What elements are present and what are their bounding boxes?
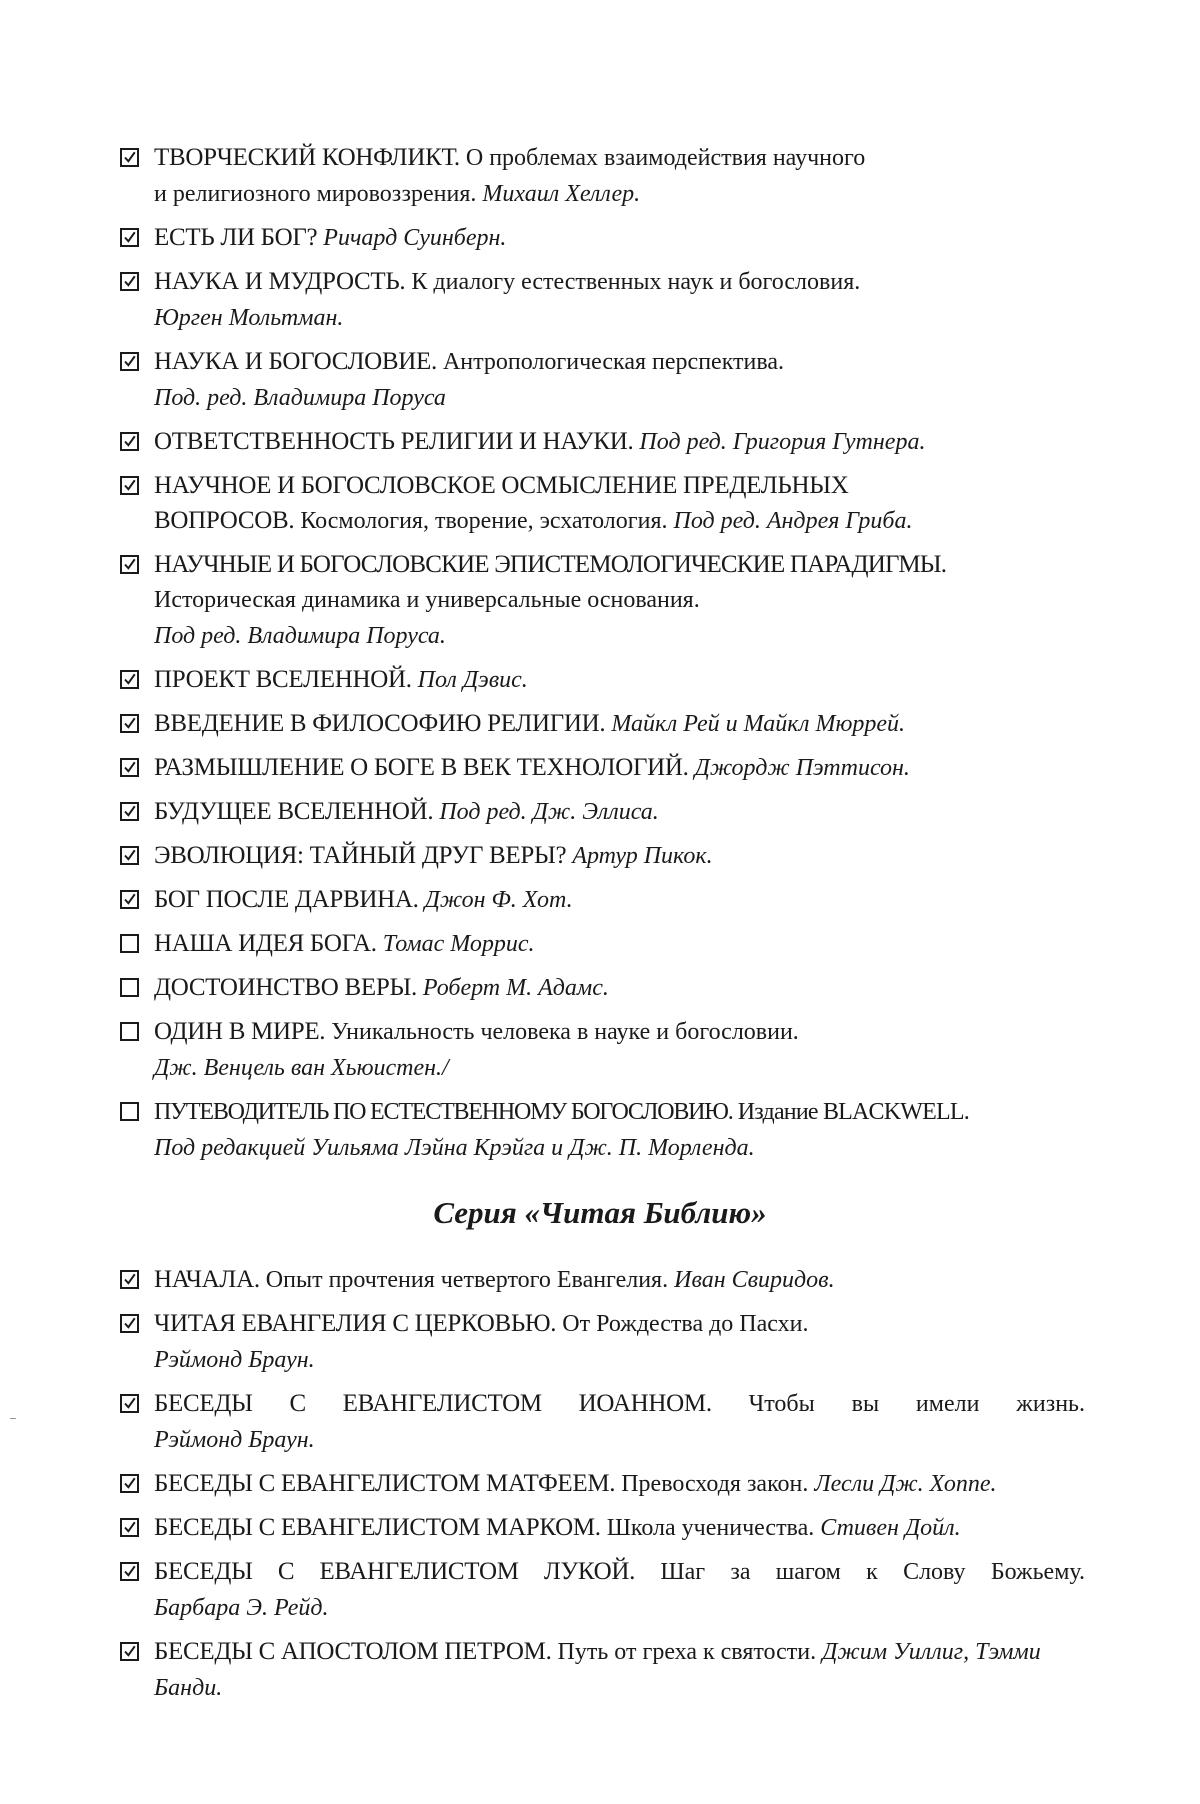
book-list-philosophy — [120, 140, 1085, 1174]
book-subtitle: О проблемах взаимодействия научного — [459, 145, 866, 171]
book-author: Майкл Рей и Майкл Мюррей. — [605, 711, 906, 737]
checkbox-checked-icon[interactable] — [120, 758, 139, 777]
book-author: Под ред. Андрея Гриба. — [667, 508, 913, 534]
book-author: Роберт М. Адамс. — [416, 975, 609, 1001]
list-item — [120, 1386, 1085, 1458]
book-title: БЕСЕДЫ С АПОСТОЛОМ ПЕТРОМ. — [154, 1638, 552, 1665]
book-author: Рэймонд Браун. — [154, 1427, 315, 1453]
book-title: ЭВОЛЮЦИЯ: ТАЙНЫЙ ДРУГ ВЕРЫ? — [154, 842, 567, 869]
book-title: РАЗМЫШЛЕНИЕ О БОГЕ В ВЕК ТЕХНОЛОГИЙ. — [154, 754, 689, 781]
book-title: БЕСЕДЫ С ЕВАНГЕЛИСТОМ ЛУКОЙ. — [154, 1558, 636, 1585]
book-author: Джордж Пэттисон. — [688, 755, 910, 781]
checkbox-empty-icon[interactable] — [120, 1102, 139, 1121]
checkbox-checked-icon[interactable] — [120, 1314, 139, 1333]
book-title: ОТВЕТСТВЕННОСТЬ РЕЛИГИИ И НАУКИ. — [154, 428, 634, 455]
book-title: БУДУЩЕЕ ВСЕЛЕННОЙ. — [154, 798, 434, 825]
book-author: Михаил Хеллер. — [476, 181, 641, 207]
book-subtitle: Превосходя закон. — [615, 1471, 809, 1497]
book-author: Барбара Э. Рейд. — [154, 1595, 329, 1621]
book-subtitle: Космология, творение, эсхатология. — [294, 508, 668, 534]
list-item — [120, 1634, 1085, 1706]
checkbox-checked-icon[interactable] — [120, 1642, 139, 1661]
book-title: НАУКА И БОГОСЛОВИЕ. — [154, 348, 437, 375]
book-title: НАУКА И МУДРОСТЬ. — [154, 268, 406, 295]
checkbox-checked-icon[interactable] — [120, 148, 139, 167]
book-subtitle: Шаг за шагом к Слову Божьему. — [635, 1559, 1085, 1585]
book-title: ЧИТАЯ ЕВАНГЕЛИЯ С ЦЕРКОВЬЮ. — [154, 1310, 557, 1337]
list-item — [120, 706, 1085, 742]
book-title: НАУЧНОЕ И БОГОСЛОВСКОЕ ОСМЫСЛЕНИЕ ПРЕДЕЛЬНЫХ — [154, 472, 849, 499]
book-title: НАША ИДЕЯ БОГА. — [154, 930, 377, 957]
book-title: ТВОРЧЕСКИЙ КОНФЛИКТ. — [154, 144, 460, 171]
book-title: БЕСЕДЫ С ЕВАНГЕЛИСТОМ МАТФЕЕМ. — [154, 1470, 616, 1497]
book-author: Ричард Суинберн. — [317, 225, 507, 251]
book-title: ОДИН В МИРЕ. — [154, 1018, 326, 1045]
list-item — [120, 344, 1085, 416]
book-title: ПУТЕВОДИТЕЛЬ ПО ЕСТЕСТВЕННОМУ БОГОСЛОВИЮ. — [154, 1099, 733, 1125]
series-heading: Серия «Читая Библию» — [433, 1195, 767, 1230]
checkbox-checked-icon[interactable] — [120, 1562, 139, 1581]
book-subtitle: Путь от греха к святости. — [551, 1639, 817, 1665]
list-item — [120, 1094, 1085, 1166]
book-author: Пол Дэвис. — [411, 667, 528, 693]
book-title: НАУЧНЫЕ И БОГОСЛОВСКИЕ ЭПИСТЕМОЛОГИЧЕСКИЕ ПАРАДИГМЫ. — [154, 551, 947, 578]
book-subtitle: Опыт прочтения четвертого Евангелия. — [259, 1267, 669, 1293]
book-author: Стивен Дойл. — [814, 1515, 961, 1541]
book-title-cont: ВОПРОСОВ. — [154, 507, 295, 534]
book-author: Рэймонд Браун. — [154, 1347, 315, 1373]
checkbox-empty-icon[interactable] — [120, 934, 139, 953]
list-item — [120, 882, 1085, 918]
list-item — [120, 1466, 1085, 1502]
list-item — [120, 794, 1085, 830]
list-item — [120, 547, 1085, 654]
book-title: ДОСТОИНСТВО ВЕРЫ. — [154, 974, 417, 1001]
checkbox-checked-icon[interactable] — [120, 352, 139, 371]
list-item — [120, 140, 1085, 212]
book-subtitle: К диалогу естественных наук и богословия. — [405, 269, 861, 295]
list-item — [120, 1306, 1085, 1378]
checkbox-checked-icon[interactable] — [120, 1394, 139, 1413]
list-item — [120, 220, 1085, 256]
list-item — [120, 750, 1085, 786]
book-author: Джим Уиллиг, Тэмми Банди. — [154, 1639, 1041, 1701]
list-item — [120, 264, 1085, 336]
checkbox-checked-icon[interactable] — [120, 890, 139, 909]
checkbox-checked-icon[interactable] — [120, 432, 139, 451]
list-item — [120, 1262, 1085, 1298]
list-item — [120, 662, 1085, 698]
book-subtitle: Школа ученичества. — [600, 1515, 815, 1541]
checkbox-checked-icon[interactable] — [120, 476, 139, 495]
list-item — [120, 1554, 1085, 1626]
book-author: Под. ред. Владимира Поруса — [154, 385, 446, 411]
book-subtitle: Чтобы вы имели жизнь. — [711, 1391, 1085, 1417]
list-item — [120, 926, 1085, 962]
book-title: БЕСЕДЫ С ЕВАНГЕЛИСТОМ МАРКОМ. — [154, 1514, 601, 1541]
book-author: Под ред. Владимира Поруса. — [154, 623, 446, 649]
book-author: Дж. Венцель ван Хьюистен./ — [154, 1055, 449, 1081]
book-author: Под ред. Дж. Эллиса. — [433, 799, 659, 825]
checkbox-checked-icon[interactable] — [120, 555, 139, 574]
checkbox-checked-icon[interactable] — [120, 1518, 139, 1537]
book-subtitle: Издание BLACKWELL. — [732, 1099, 969, 1125]
book-title: БЕСЕДЫ С ЕВАНГЕЛИСТОМ ИОАННОМ. — [154, 1390, 712, 1417]
book-subtitle: Историческая динамика и универсальные основания. — [154, 587, 700, 613]
book-author: Томас Моррис. — [376, 931, 535, 957]
checkbox-checked-icon[interactable] — [120, 670, 139, 689]
book-title: БОГ ПОСЛЕ ДАРВИНА. — [154, 886, 419, 913]
book-subtitle: Антропологическая перспектива. — [436, 349, 785, 375]
checkbox-checked-icon[interactable] — [120, 1474, 139, 1493]
checkbox-checked-icon[interactable] — [120, 802, 139, 821]
book-title: НАЧАЛА. — [154, 1266, 260, 1293]
list-item — [120, 424, 1085, 460]
list-item — [120, 970, 1085, 1006]
book-subtitle: Уникальность человека в науке и богословии. — [325, 1019, 799, 1045]
checkbox-checked-icon[interactable] — [120, 1270, 139, 1289]
checkbox-checked-icon[interactable] — [120, 272, 139, 291]
book-author: Лесли Дж. Хоппе. — [808, 1471, 997, 1497]
scan-artifact — [10, 1418, 16, 1419]
book-subtitle: От Рождества до Пасхи. — [556, 1311, 809, 1337]
book-author: Под ред. Григория Гутнера. — [633, 429, 926, 455]
book-author: Под редакцией Уильяма Лэйна Крэйга и Дж. П. Морленда. — [154, 1135, 755, 1161]
checkbox-empty-icon[interactable] — [120, 1022, 139, 1041]
checkbox-checked-icon[interactable] — [120, 846, 139, 865]
book-title: ПРОЕКТ ВСЕЛЕННОЙ. — [154, 666, 412, 693]
book-title: ВВЕДЕНИЕ В ФИЛОСОФИЮ РЕЛИГИИ. — [154, 710, 606, 737]
book-author: Джон Ф. Хот. — [418, 887, 573, 913]
list-item — [120, 1014, 1085, 1086]
list-item — [120, 1510, 1085, 1546]
book-author: Юрген Мольтман. — [154, 305, 344, 331]
list-item — [120, 838, 1085, 874]
list-item — [120, 468, 1085, 539]
book-list-bible-series — [120, 1262, 1085, 1714]
checkbox-empty-icon[interactable] — [120, 978, 139, 997]
book-author: Иван Свиридов. — [668, 1267, 835, 1293]
checkbox-checked-icon[interactable] — [120, 228, 139, 247]
checkbox-checked-icon[interactable] — [120, 714, 139, 733]
book-author: Артур Пикок. — [566, 843, 713, 869]
book-title: ЕСТЬ ЛИ БОГ? — [154, 224, 318, 251]
book-subtitle-cont: и религиозного мировоззрения. — [154, 181, 477, 207]
